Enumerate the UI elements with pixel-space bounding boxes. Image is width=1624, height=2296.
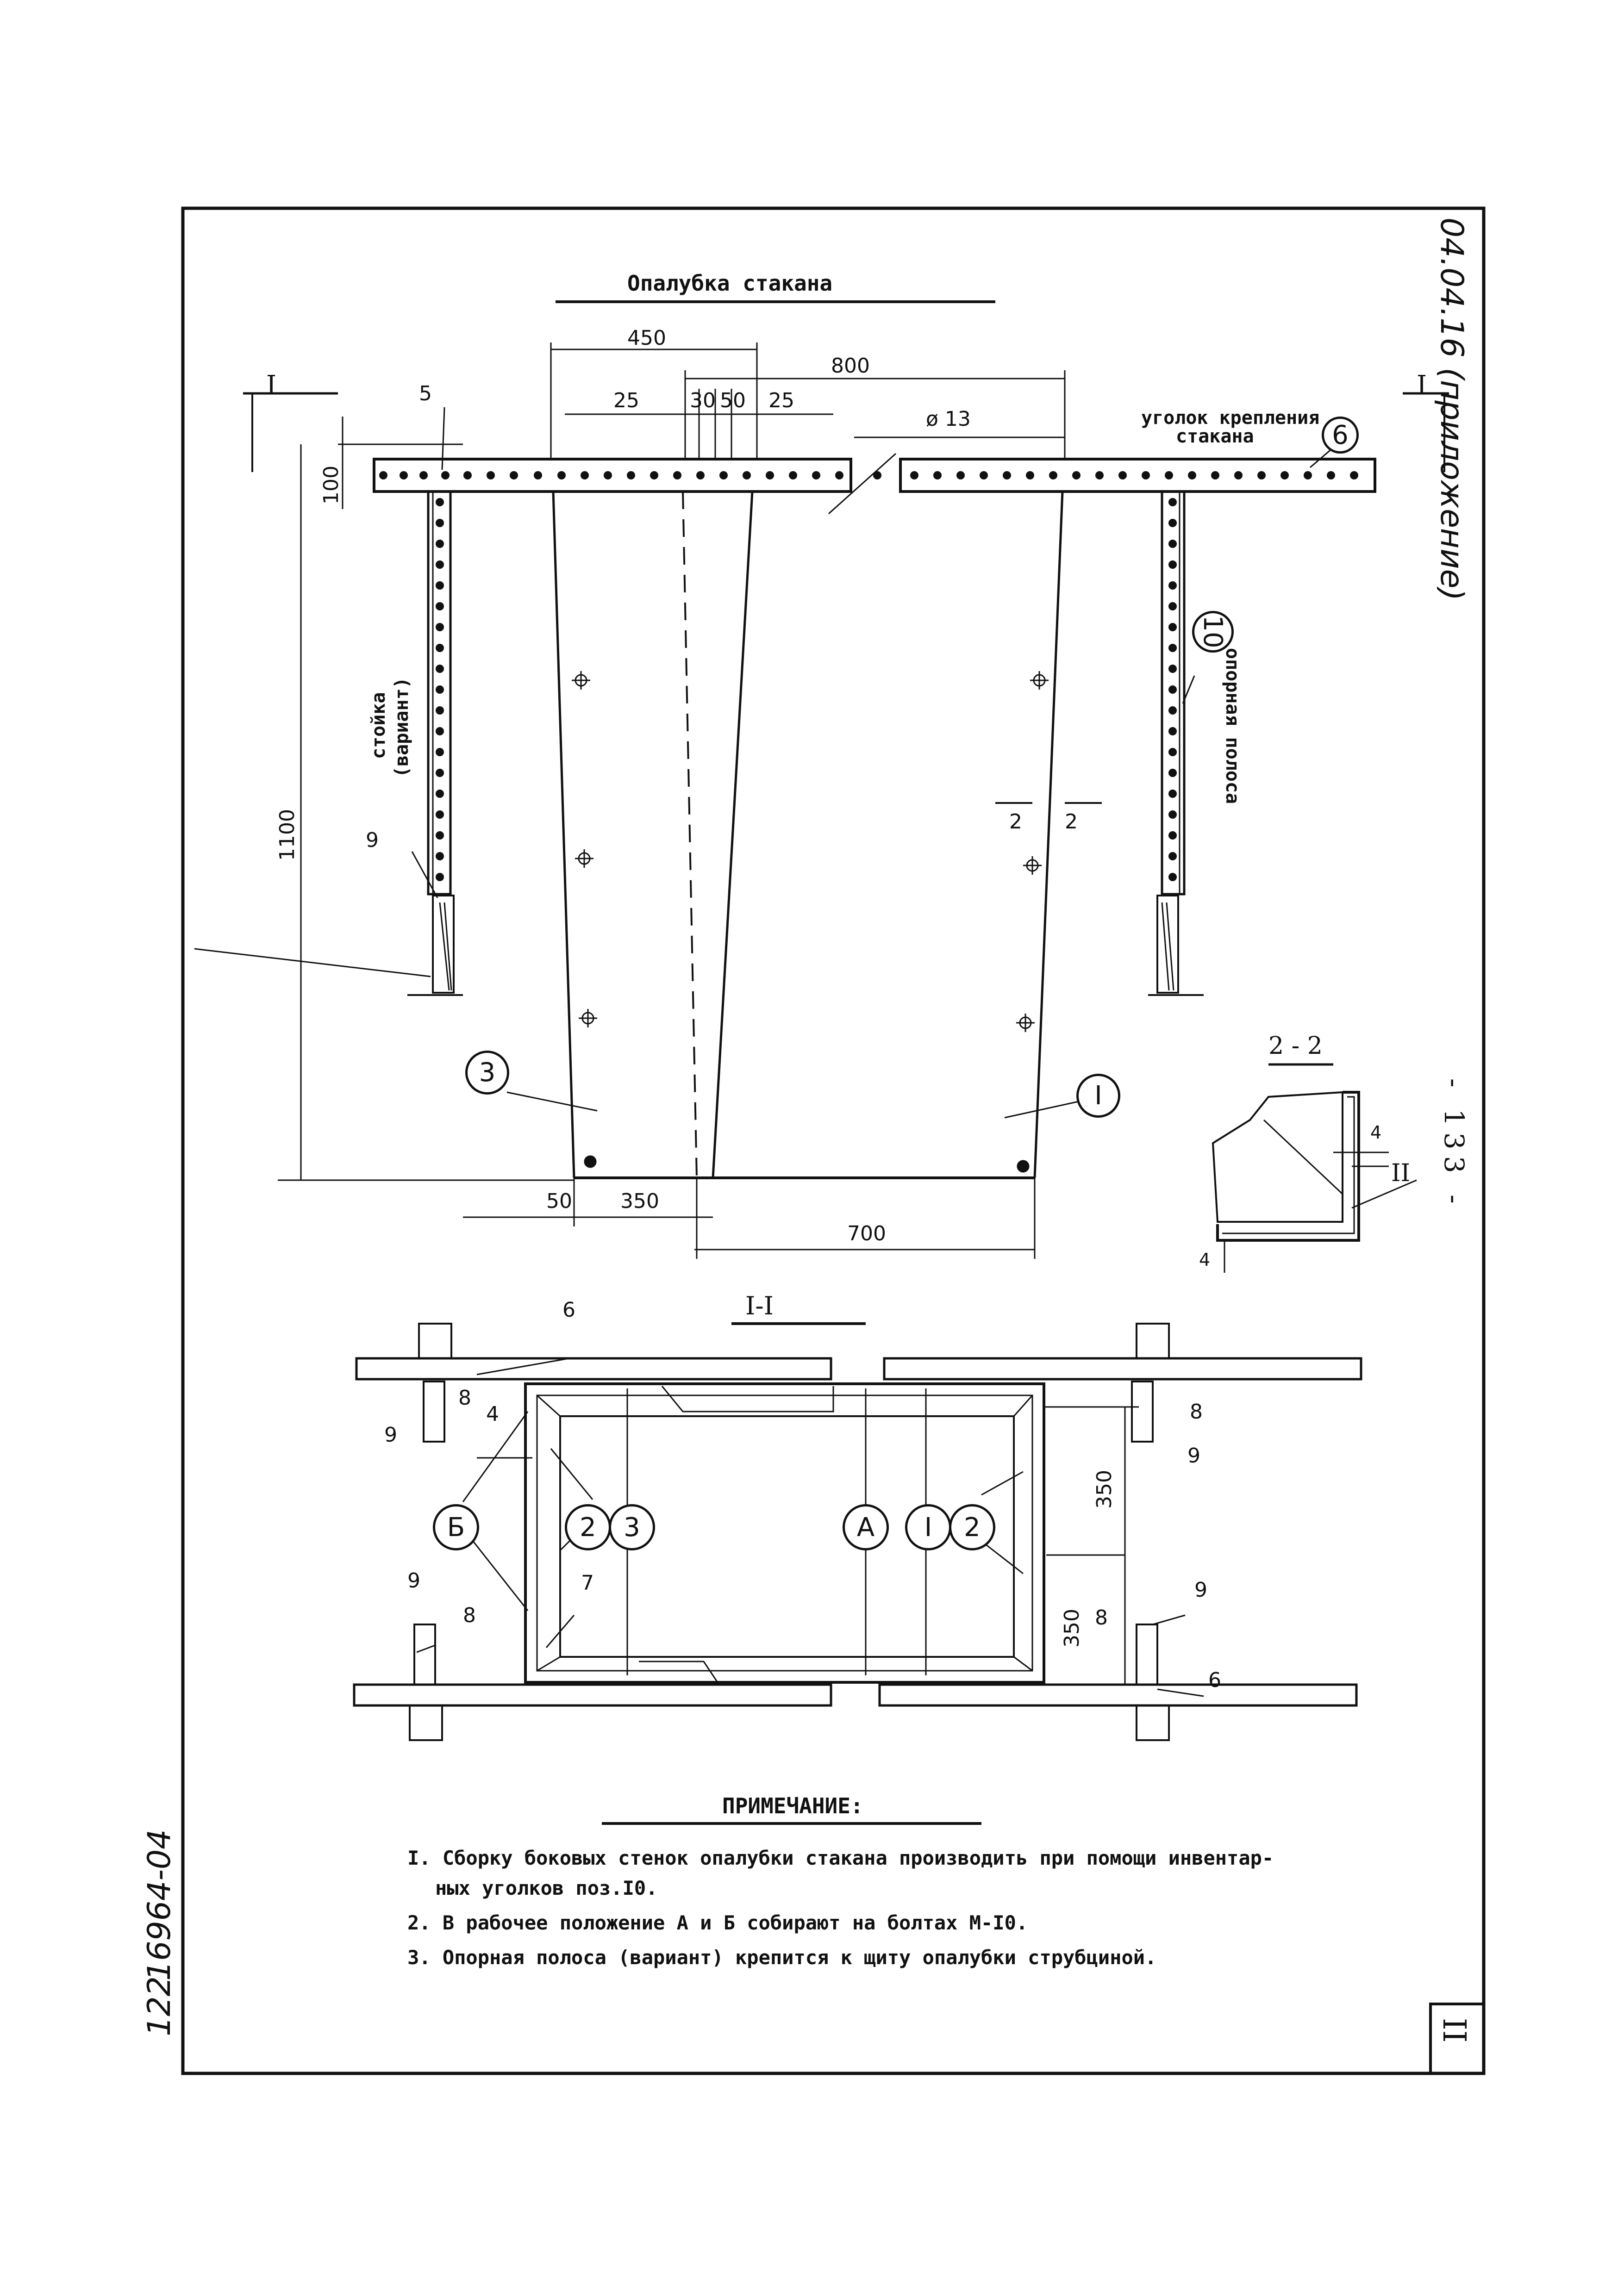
sI-mark-6-top: 6 (562, 1298, 575, 1322)
sI-mark-8-bl: 8 (463, 1604, 476, 1627)
mark-10-circle: 10 (1192, 611, 1234, 653)
mark-1-circle: I (1076, 1074, 1120, 1118)
panel-3-left-edge (553, 492, 574, 1178)
dim-25-right: 25 (768, 389, 794, 412)
dim-hole-13: ø 13 (926, 407, 971, 431)
sI-mark-6-bottom: 6 (1208, 1668, 1221, 1692)
post-holes-right (1168, 498, 1177, 881)
angle-label-2: стакана (1176, 426, 1254, 447)
sectionI-bottom-left-bar (354, 1685, 831, 1705)
mark-5: 5 (419, 382, 432, 405)
sI-mark-9-tr: 9 (1187, 1444, 1200, 1468)
sI-mark-9-tl: 9 (384, 1423, 397, 1447)
sectionI-top-left-bar (356, 1358, 831, 1379)
post-label-2: (вариант) (391, 677, 412, 778)
cut-mark-right: 2 (1065, 810, 1078, 834)
dim-450: 450 (627, 326, 666, 350)
sI-mark-8-br: 8 (1095, 1606, 1108, 1630)
note-line-1-cont: ных уголков поз.I0. (435, 1877, 658, 1899)
sI-mark-9-br: 9 (1194, 1578, 1207, 1602)
angle-holes-left (379, 471, 881, 479)
section-2-2 (1213, 1064, 1417, 1273)
section-mark-left: I (266, 370, 277, 400)
s22-dim-4-top: 4 (1370, 1122, 1382, 1143)
sI-circle-A: А (843, 1504, 889, 1550)
panel-1-right-edge (1035, 492, 1062, 1178)
page-marker: - 133 - (1438, 1078, 1470, 1210)
cut-mark-left: 2 (1009, 810, 1022, 834)
sI-circle-2-right: 2 (949, 1504, 995, 1550)
post-label: стойка (368, 692, 389, 759)
dim-700: 700 (847, 1222, 886, 1245)
sI-mark-8-tr: 8 (1190, 1400, 1203, 1424)
plan-view (194, 342, 1449, 1259)
sI-circle-2-left: 2 (565, 1504, 611, 1550)
doc-reference: 04.04.16 (приложение) (1433, 218, 1470, 601)
panel-hidden-edge (683, 492, 697, 1178)
section-2-2-title: 2 - 2 (1268, 1032, 1323, 1060)
dim-800: 800 (831, 354, 870, 378)
angle-holes-right (910, 471, 1358, 479)
strip-label: опорная полоса (1222, 648, 1243, 804)
sI-circle-B: Б (433, 1504, 479, 1550)
s22-mark-II: II (1391, 1159, 1411, 1187)
sectionI-top-right-bar (884, 1358, 1361, 1379)
sI-dim-350-top: 350 (1093, 1470, 1116, 1509)
panel-bolts (572, 671, 1049, 1172)
sI-circle-3: 3 (609, 1504, 655, 1550)
mark-3-circle: 3 (465, 1051, 509, 1095)
mark-9: 9 (366, 828, 379, 852)
sheet-number: 122 (141, 1976, 178, 2036)
dim-50: 50 (720, 389, 746, 412)
dim-50-bottom: 50 (546, 1189, 572, 1213)
dim-100: 100 (319, 466, 343, 504)
plan-leaders (412, 407, 1343, 1118)
note-line-1: I. Сборку боковых стенок опалубки стакана производить при помощи инвентар- (407, 1847, 1274, 1869)
sI-mark-7: 7 (581, 1571, 594, 1595)
sI-mark-8-tl: 8 (458, 1386, 471, 1410)
angle-label: уголок крепления (1141, 407, 1320, 429)
section-I-I-title: I-I (745, 1291, 774, 1320)
dim-25-left: 25 (613, 389, 639, 412)
panel-3-right-edge (713, 492, 752, 1178)
dim-350-bottom: 350 (620, 1189, 659, 1213)
sI-mark-9-bl: 9 (407, 1569, 420, 1593)
sI-circle-1: I (905, 1504, 951, 1550)
post-holes-left (436, 498, 444, 881)
note-line-2: 2. В рабочее положение А и Б собирают на болтах М-I0. (407, 1911, 1028, 1934)
dim-1100: 1100 (275, 809, 299, 861)
note-line-3: 3. Опорная полоса (вариант) крепится к щиту опалубки струбциной. (407, 1946, 1157, 1969)
sectionI-bottom-right-bar (880, 1685, 1356, 1705)
section-mark-right: I (1417, 370, 1427, 400)
sI-mark-4: 4 (486, 1402, 499, 1426)
sI-dim-350-bottom: 350 (1060, 1609, 1084, 1648)
dim-30: 30 (690, 389, 716, 412)
notes-heading: ПРИМЕЧАНИЕ: (722, 1793, 863, 1818)
sheet-index: II (1436, 2018, 1472, 2043)
mark-6-circle: 6 (1322, 417, 1359, 454)
s22-dim-4-bottom: 4 (1199, 1250, 1211, 1270)
drawing-title: Опалубка стакана (627, 271, 833, 296)
archive-number: 16964-04 (141, 1829, 178, 1981)
